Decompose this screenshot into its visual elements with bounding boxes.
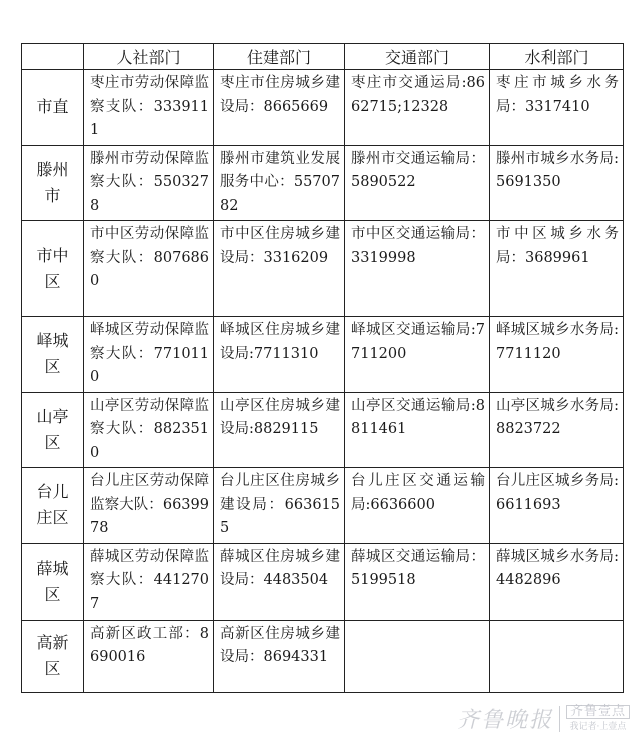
transport-contact: 滕州市交通运输局：5890522 [345,145,490,221]
table-row [22,392,624,468]
watermark-logo: 齐鲁晚报 [456,708,553,733]
hr-contact: 台儿庄区劳动保障监察大队：6639978 [84,468,214,544]
transport-contact: 山亭区交通运输局:8811461 [345,392,490,468]
table-row [22,70,624,146]
water-contact: 滕州市城乡水务局:5691350 [490,145,624,221]
region-label: 台儿 庄区 [22,468,84,544]
region-label: 薛城 区 [22,543,84,620]
housing-contact: 台儿庄区住房城乡建设局：6636155 [214,468,345,544]
housing-contact: 市中区住房城乡建设局：3316209 [214,221,345,317]
transport-contact: 台儿庄区交通运输局:6636600 [345,468,490,544]
table-row [22,620,624,692]
header-corner [22,44,84,70]
region-label: 市直 [22,70,84,146]
hr-contact: 薛城区劳动保障监察大队：4412707 [84,543,214,620]
transport-contact: 峄城区交通运输局:7711200 [345,317,490,393]
water-contact: 山亭区城乡水务局:8823722 [490,392,624,468]
water-contact: 薛城区城乡水务局:4482896 [490,543,624,620]
water-contact [490,620,624,692]
region-label: 山亭 区 [22,392,84,468]
region-label: 峄城 区 [22,317,84,393]
transport-contact: 薛城区交通运输局：5199518 [345,543,490,620]
region-label: 市中 区 [22,221,84,317]
table-row [22,543,624,620]
region-label: 滕州 市 [22,145,84,221]
housing-contact: 峄城区住房城乡建设局:7711310 [214,317,345,393]
watermark-brand-block [566,705,630,733]
watermark-slogan: 我记者·上壹点 [569,721,627,732]
header-transport-dept: 交通部门 [345,44,490,70]
header-housing-dept: 住建部门 [214,44,345,70]
housing-contact: 高新区住房城乡建设局：8694331 [214,620,345,692]
housing-contact: 山亭区住房城乡建设局:8829115 [214,392,345,468]
header-water-dept: 水利部门 [490,44,624,70]
transport-contact: 枣庄市交通运局:8662715;12328 [345,70,490,146]
housing-contact: 枣庄市住房城乡建设局：8665669 [214,70,345,146]
water-contact: 台儿庄区城乡务局:6611693 [490,468,624,544]
water-contact: 枣庄市城乡水务局：3317410 [490,70,624,146]
water-contact: 市中区城乡水务局：3689961 [490,221,624,317]
transport-contact: 市中区交通运输局：3319998 [345,221,490,317]
table-row [22,221,624,317]
region-label: 高新 区 [22,620,84,692]
housing-contact: 滕州市建筑业发展服务中心：5570782 [214,145,345,221]
watermark-brand: 齐鲁壹点 [566,705,630,719]
newspaper-watermark [457,703,630,734]
hr-contact: 枣庄市劳动保障监察支队：3339111 [84,70,214,146]
hr-contact: 高新区政工部：8690016 [84,620,214,692]
header-row [22,44,624,70]
housing-contact: 薛城区住房城乡建设局：4483504 [214,543,345,620]
hr-contact: 滕州市劳动保障监察大队：5503278 [84,145,214,221]
table-row [22,468,624,544]
hr-contact: 峄城区劳动保障监察大队：7710110 [84,317,214,393]
contacts-table [21,43,624,693]
hr-contact: 市中区劳动保障监察大队：8076860 [84,221,214,317]
watermark-divider [559,706,560,732]
transport-contact [345,620,490,692]
table-row [22,317,624,393]
hr-contact: 山亭区劳动保障监察大队：8823510 [84,392,214,468]
header-hr-dept: 人社部门 [84,44,214,70]
table-row [22,145,624,221]
water-contact: 峄城区城乡水务局:7711120 [490,317,624,393]
